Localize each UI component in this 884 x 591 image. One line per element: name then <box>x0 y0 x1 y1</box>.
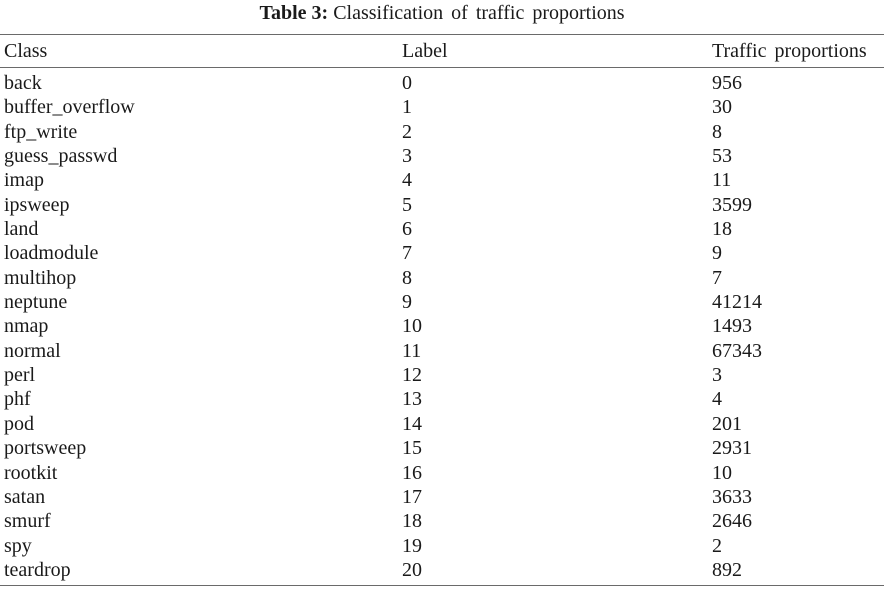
traffic-proportion-cell: 2646 <box>712 510 752 533</box>
table-row <box>0 508 884 532</box>
table-row <box>0 265 884 289</box>
traffic-proportion-cell: 30 <box>712 96 732 119</box>
class-cell: imap <box>4 169 44 192</box>
label-cell: 13 <box>402 388 422 411</box>
table-caption-text: Classification of traffic proportions <box>333 2 625 24</box>
traffic-proportion-cell: 41214 <box>712 291 762 314</box>
column-header-class: Class <box>4 40 48 62</box>
label-cell: 11 <box>402 339 422 362</box>
label-cell: 20 <box>402 558 422 581</box>
label-cell: 14 <box>402 412 422 435</box>
table-row <box>0 240 884 264</box>
table-bottom-rule <box>0 585 884 586</box>
traffic-proportion-cell: 956 <box>712 72 742 94</box>
table-caption-label: Table 3: <box>259 2 329 24</box>
table-row <box>0 484 884 508</box>
table-row <box>0 119 884 143</box>
table-top-rule <box>0 34 884 35</box>
label-cell: 19 <box>402 534 422 557</box>
traffic-proportion-cell: 4 <box>712 388 722 411</box>
class-cell: buffer_overflow <box>4 96 135 119</box>
traffic-proportion-cell: 10 <box>712 461 732 484</box>
table-row <box>0 362 884 386</box>
traffic-proportion-cell: 3633 <box>712 485 752 508</box>
table-row <box>0 435 884 459</box>
table-row <box>0 533 884 557</box>
class-cell: spy <box>4 534 32 557</box>
class-cell: smurf <box>4 510 51 533</box>
table-row <box>0 313 884 337</box>
table-row <box>0 70 884 94</box>
traffic-proportion-cell: 8 <box>712 120 722 143</box>
label-cell: 18 <box>402 510 422 533</box>
traffic-proportion-cell: 18 <box>712 218 732 241</box>
table-row <box>0 338 884 362</box>
table-header-rule <box>0 67 884 68</box>
class-cell: satan <box>4 485 46 508</box>
traffic-proportion-cell: 2931 <box>712 437 752 460</box>
class-cell: phf <box>4 388 31 411</box>
traffic-proportion-cell: 201 <box>712 412 742 435</box>
table-row <box>0 94 884 118</box>
table-row <box>0 216 884 240</box>
class-cell: ftp_write <box>4 120 78 143</box>
traffic-proportion-cell: 3599 <box>712 193 752 216</box>
class-cell: rootkit <box>4 461 58 484</box>
label-cell: 2 <box>402 120 412 143</box>
label-cell: 16 <box>402 461 422 484</box>
class-cell: back <box>4 72 42 94</box>
class-cell: pod <box>4 412 34 435</box>
label-cell: 8 <box>402 266 412 289</box>
traffic-proportion-cell: 53 <box>712 145 732 168</box>
label-cell: 5 <box>402 193 412 216</box>
traffic-proportion-cell: 3 <box>712 364 722 387</box>
table-caption <box>0 0 884 26</box>
traffic-proportion-cell: 1493 <box>712 315 752 338</box>
class-cell: land <box>4 218 39 241</box>
traffic-proportion-cell: 67343 <box>712 339 762 362</box>
class-cell: nmap <box>4 315 49 338</box>
label-cell: 6 <box>402 218 412 241</box>
table-row <box>0 143 884 167</box>
class-cell: portsweep <box>4 437 87 460</box>
table-row <box>0 557 884 581</box>
label-cell: 4 <box>402 169 412 192</box>
table-row <box>0 289 884 313</box>
traffic-proportion-cell: 2 <box>712 534 722 557</box>
column-header-label: Label <box>402 40 448 62</box>
table-row <box>0 386 884 410</box>
label-cell: 12 <box>402 364 422 387</box>
label-cell: 17 <box>402 485 422 508</box>
label-cell: 9 <box>402 291 412 314</box>
traffic-proportion-cell: 7 <box>712 266 722 289</box>
column-header-traffic-proportions: Traffic proportions <box>712 40 867 62</box>
table-row <box>0 411 884 435</box>
label-cell: 1 <box>402 96 412 119</box>
label-cell: 0 <box>402 72 412 94</box>
class-cell: teardrop <box>4 558 71 581</box>
label-cell: 7 <box>402 242 412 265</box>
table-row <box>0 460 884 484</box>
table-body <box>0 70 884 581</box>
class-cell: perl <box>4 364 36 387</box>
table-row <box>0 167 884 191</box>
class-cell: multihop <box>4 266 77 289</box>
table-row <box>0 192 884 216</box>
label-cell: 3 <box>402 145 412 168</box>
label-cell: 15 <box>402 437 422 460</box>
traffic-proportion-cell: 9 <box>712 242 722 265</box>
table-header-row <box>0 37 884 65</box>
class-cell: ipsweep <box>4 193 70 216</box>
traffic-proportion-cell: 892 <box>712 558 742 581</box>
label-cell: 10 <box>402 315 422 338</box>
class-cell: normal <box>4 339 61 362</box>
class-cell: loadmodule <box>4 242 99 265</box>
class-cell: guess_passwd <box>4 145 118 168</box>
traffic-proportion-cell: 11 <box>712 169 732 192</box>
class-cell: neptune <box>4 291 68 314</box>
